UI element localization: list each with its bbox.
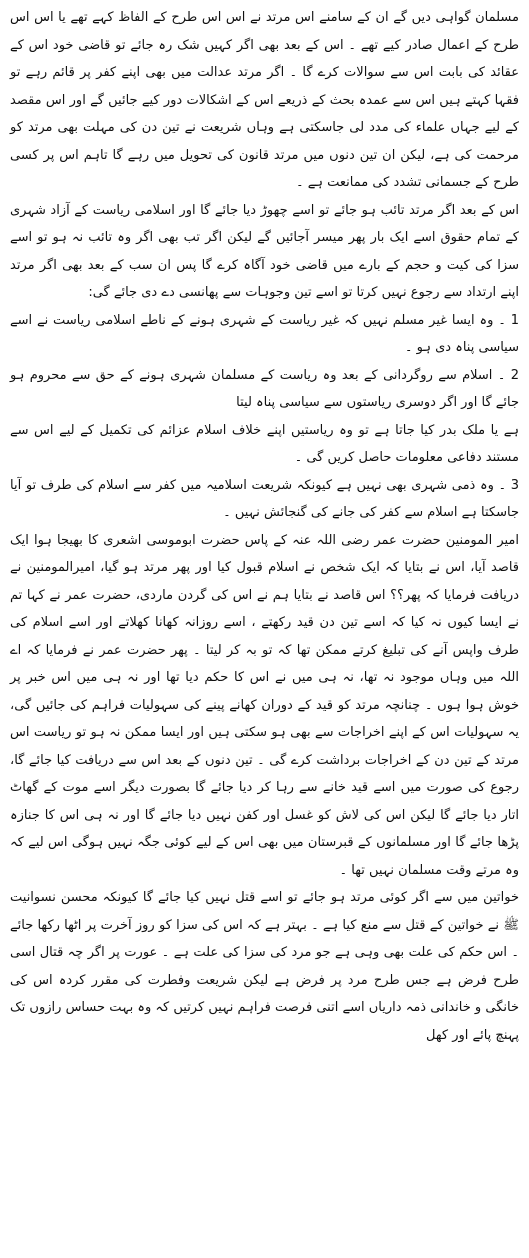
paragraph-repentance: اس کے بعد اگر مرتد تائب ہو جائے تو اسے چھوڑ دیا جائے گا اور اسلامی ریاست کے آزاد شہری کے تمام حقوق اسے ایک بار پھر میسر آجائیں گے لیکن اگر تب بھی اگر وہ تائب نہ ہو تو اسے سزا کی کیت و حجم کے بارے میں قاضی خود آگاہ کرے گا پس ان سب کے بعد بھی اگر مرتد اپنے ارتداد سے رجوع نہیں کرتا تو اسے تین وجوہات سے پھانسی دے دی جائے گی: (10, 202, 519, 300)
reason-3: 3 ۔ وہ ذمی شہری بھی نہیں ہے کیونکہ شریعت اسلامیہ میں کفر سے اسلام کی طرف تو آیا جاسکتا ہے اسلام سے کفر کی جانے کی گنجائش نہیں ۔ (10, 477, 519, 520)
reason-2-continuation: ہے یا ملک بدر کیا جاتا ہے تو وہ ریاستیں اپنے خلاف اسلام عزائم کی تکمیل کے لیے اس سے مستند دفاعی معلومات حاصل کریں گی ۔ (10, 422, 519, 465)
paragraph-women: خواتین میں سے اگر کوئی مرتد ہو جائے تو اسے قتل نہیں کیا جائے گا کیونکہ محسن نسوانیت ﷺ نے خواتین کے قتل سے منع کیا ہے ۔ بہتر ہے کہ اس کی سزا کو روز آخرت پر اٹھا رکھا جائے ۔ اس حکم کی علت بھی وہی ہے جو مرد کی سزا کی علت ہے ۔ عورت پر اگر چہ قتال اسی طرح فرض ہے جس طرح مرد پر فرض ہے لیکن شریعت وفطرت کی مقرر کردہ اس کی خانگی و خاندانی ذمہ داریاں اسے اتنی فرصت فراہم نہیں کرتیں کہ وہ بہت حساس رازوں تک پہنچ پائے اور کھل (10, 890, 519, 1043)
paragraph-umar-narration: امیر المومنین حضرت عمر رضی اللہ عنہ کے پاس حضرت ابوموسی اشعری کا بھیجا ہوا ایک قاصد آیا، اس نے بتایا کہ ایک شخص نے اسلام قبول کیا اور پھر مرتد ہو گیا، امیرالمومنین نے دریافت فرمایا کہ پھر؟؟ اس قاصد نے بتایا ہم نے اس کی گردن ماردی، حضرت عمر نے کہا تم نے ایسا کیوں نہ کیا کہ اسے تین دن قید رکھتے ، اسے روزانہ کھانا کھلاتے اور اسے اسلام کی طرف واپس آنے کی تبلیغ کرتے ممکن تھا کہ تو بہ کر لیتا ۔ پھر حضرت عمر نے فرمایا کہ اے اللہ میں وہاں موجود نہ تھا، نہ ہی میں نے اس کا حکم دیا تھا اور نہ ہی میں اس خبر پر خوش ہوا ہوں ۔ چنانچہ مرتد کو قید کے دوران کھانے پینے کی سہولیات فراہم کی جائیں گی، یہ سہولیات اس کے اپنے اخراجات سے بھی ہو سکتی ہیں اور ایسا ممکن نہ ہو تو ریاست اس مرتد کے تین دن کے اخراجات برداشت کرے گی ۔ تین دنوں کے بعد اس سے دریافت کیا جائے گا، رجوع کی صورت میں اسے قید خانے سے رہا کر دیا جائے گا بصورت دیگر اسے موت کے گھاٹ اتار دیا جائے گا لیکن اس کی لاش کو غسل اور کفن نہیں دیا جائے گا اور نہ ہی اس کا جنازہ پڑھا جائے گا اور مسلمانوں کے قبرستان میں بھی اس کے لیے کوئی جگہ نہیں ہوگی اس لیے کہ وہ مرتے وقت مسلمان نہیں تھا ۔ (10, 532, 519, 878)
paragraph-evidence: مسلمان گواہی دیں گے ان کے سامنے اس مرتد نے اس اس طرح کے الفاظ کہے تھے یا اس اس طرح کے اعمال صادر کیے تھے ۔ اس کے بعد بھی اگر کہیں شک رہ جائے تو قاضی خود اس کے عقائد کی بابت اس سے سوالات کرے گا ۔ اگر مرتد عدالت میں بھی اپنے کفر پر قائم رہے تو فقہا کہتے ہیں اس سے عمدہ بحث کے ذریعے اس کے اشکالات دور کیے جائیں گے اور اس مقصد کے لیے جہاں علماء کی مدد لی جاسکتی ہے وہاں شریعت نے تین دن کی مہلت بھی مرتد کو مرحمت کی ہے، لیکن ان تین دنوں میں مرتد قانون کی تحویل میں رہے گا تاہم اس پر کسی طرح کے جسمانی تشدد کی ممانعت ہے ۔ (10, 10, 519, 190)
reason-2: 2 ۔ اسلام سے روگردانی کے بعد وہ ریاست کے مسلمان شہری ہونے کے حق سے محروم ہو جائے گا اور اگر دوسری ریاستوں سے سیاسی پناہ لیتا (10, 367, 519, 410)
reason-1: 1 ۔ وہ ایسا غیر مسلم نہیں کہ غیر ریاست کے شہری ہونے کے ناطے اسلامی ریاست نے اسے سیاسی پناہ دی ہو ۔ (10, 312, 519, 355)
